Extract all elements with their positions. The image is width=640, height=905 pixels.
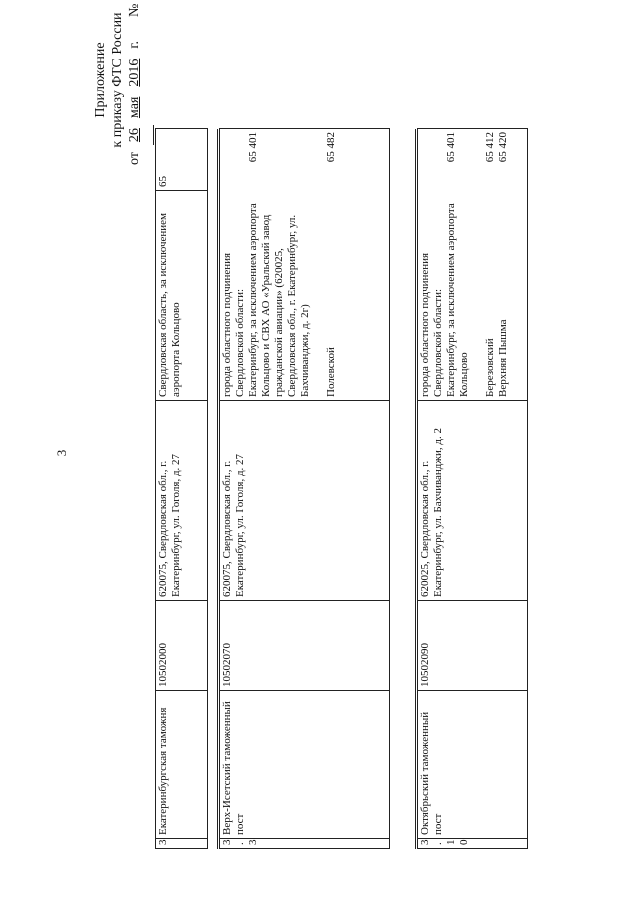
row-code: 10502000 <box>156 601 208 691</box>
region-line: Полевской 65 482 <box>325 132 337 397</box>
row-number: 3.10 <box>418 839 528 849</box>
row-address: 620075, Свердловская обл., г. Екатеринбург, ул. Гоголя, д. 27 <box>156 401 208 601</box>
row-code: 10502070 <box>220 601 390 691</box>
row-name: Верх-Исетский таможенный пост <box>220 691 390 839</box>
order-header <box>92 0 143 165</box>
region-line: Екатеринбург, за исключением аэропорта Кольцово и СВХ АО «Уральский завод гражданской авиации» (620025, Свердловская обл., г. Екатеринбург, ул. Бахчиванджи, д. 2г) 65 401 <box>247 132 311 397</box>
row-address: 620025, Свердловская обл., г. Екатеринбург, ул. Бахчиванджи, д. 2 <box>418 401 528 601</box>
row-oktmo: 65 <box>156 129 208 191</box>
region-line: Березовский 65 412 <box>484 132 496 397</box>
header-year: 2016 <box>127 58 142 87</box>
row-name: Екатеринбургская таможня <box>156 691 208 839</box>
row-code: 10502090 <box>418 601 528 691</box>
region-line: Екатеринбург, за исключением аэропорта Кольцово 65 401 <box>445 132 470 397</box>
table-row <box>417 128 528 849</box>
page-number: 3 <box>54 449 69 457</box>
row-address: 620075, Свердловская обл., г. Екатеринбург, ул. Гоголя, д. 27 <box>220 401 390 601</box>
table-top-rule <box>153 125 154 145</box>
block-rule <box>217 129 218 849</box>
oktmo-code: 65 401 <box>247 132 259 163</box>
row-region <box>418 129 528 401</box>
table-row <box>155 128 208 849</box>
row-number: 3.3 <box>220 839 390 849</box>
row-region <box>220 129 390 401</box>
header-day: 26 <box>127 128 142 143</box>
oktmo-code: 65 401 <box>445 132 457 163</box>
header-order: к приказу ФТС России <box>110 12 125 148</box>
oktmo-code: 65 482 <box>325 132 337 163</box>
region-line: города областного подчинения Свердловской области: <box>419 252 444 397</box>
row-region: Свердловская область, за исключением аэропорта Кольцово <box>156 191 208 401</box>
region-line: города областного подчинения Свердловской области: <box>221 252 246 397</box>
table-row <box>219 128 390 849</box>
row-name: Октябрьский таможенный пост <box>418 691 528 839</box>
oktmo-code: 65 412 <box>484 132 496 163</box>
region-line: Верхняя Пышма 65 420 <box>497 132 509 397</box>
header-month: мая <box>127 96 142 119</box>
block-rule <box>415 129 416 849</box>
header-appendix: Приложение <box>93 42 108 118</box>
header-date-line: от26мая2016г.№ <box>127 3 142 165</box>
row-number: 3 <box>156 839 208 849</box>
oktmo-code: 65 420 <box>497 132 509 163</box>
